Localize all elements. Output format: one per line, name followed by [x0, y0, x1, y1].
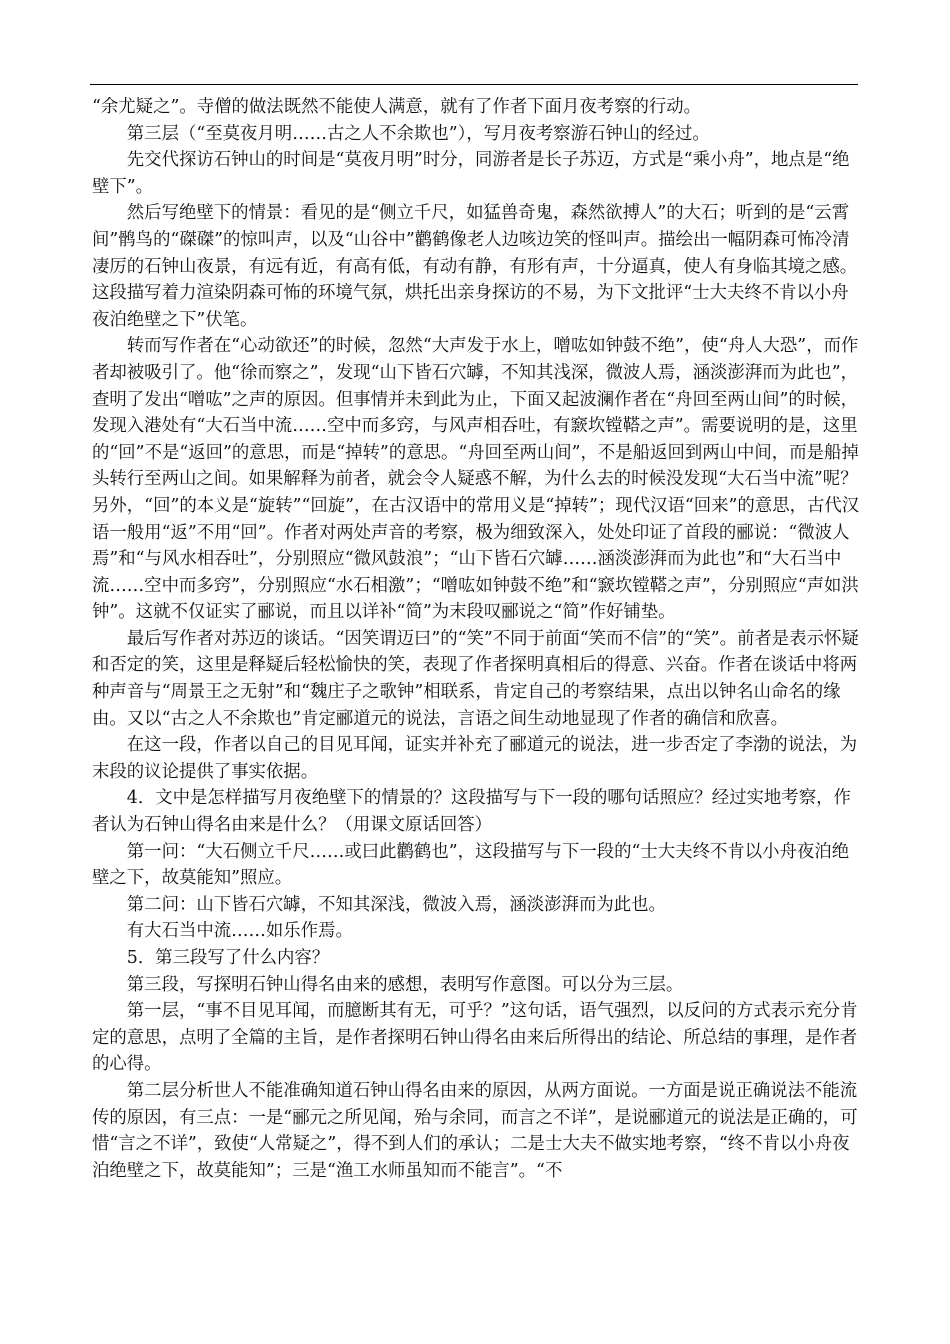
paragraph-3: 先交代探访石钟山的时间是“莫夜月明”时分，同游者是长子苏迈，方式是“乘小舟”，地点是“绝壁下”。: [92, 150, 850, 197]
paragraph-5: 转而写作者在“心动欲还”的时候，忽然“大声发于水上，噌吰如钟鼓不绝”，使“舟人大恐”，而作者却被吸引了。他“徐而察之”，发现“山下皆石穴罅，不知其浅深，微波人焉，涵淡澎湃而为此也”，查明了发出“噌吰”之声的原因。但事情并未到此为止，下面又起波澜作者在“舟回至两山间”的时候，发现入港处有“大石当中流……空中而多窍，与风声相吞吐，有窾坎镗鞳之声”。需要说明的是，这里的“回”不是“返回”的意思，而是“掉转”的意思。“舟回至两山间”，不是船返回到两山中间，而是船掉头转行至两山之间。如果解释为前者，就会令人疑惑不解，为什么去的时候没发现“大石当中流”呢？另外，“回”的本义是“旋转”“回旋”，在古汉语中的常用义是“掉转”；现代汉语“回来”的意思，古代汉语一般用“返”不用“回”。作者对两处声音的考察，极为细致深入，处处印证了首段的郦说：“微波人焉”和“与风水相吞吐”，分别照应“微风鼓浪”；“山下皆石穴罅……涵淡澎湃而为此也”和“大石当中流……空中而多窍”，分别照应“水石相激”；“噌吰如钟鼓不绝”和“窾坎镗鞳之声”，分别照应“声如洪钟”。这就不仅证实了郦说，而且以详补“简”为末段叹郦说之“简”作好铺垫。: [92, 336, 860, 623]
answer-4-part-1: 第一问：“大石侧立千尺……或曰此鹳鹤也”，这段描写与下一段的“士大夫终不肯以小舟夜泊绝壁之下，故莫能知”照应。: [92, 841, 850, 889]
paragraph-6: 最后写作者对苏迈的谈话。“因笑谓迈曰”的“笑”不同于前面“笑而不信”的“笑”。前者是表示怀疑和否定的笑，这里是释疑后轻松愉快的笑，表现了作者探明真相后的得意、兴奋。作者在谈话中将两种声音与“周景王之无射”和“魏庄子之歌钟”相联系，肯定自己的考察结果，点出以钟名山命名的缘由。又以“古之人不余欺也”肯定郦道元的说法，言语之间生动地显现了作者的确信和欣喜。: [92, 628, 859, 729]
paragraph-4: 然后写绝壁下的情景：看见的是“侧立千尺，如猛兽奇鬼，森然欲搏人”的大石；听到的是“云霄间”鹘鸟的“磔磔”的惊叫声，以及“山谷中”鹳鹤像老人边咳边笑的怪叫声。描绘出一幅阴森可怖冷清凄厉的石钟山夜景，有远有近，有高有低，有动有静，有形有声，十分逼真，使人有身临其境之感。这段描写着力渲染阴森可怖的环境气氛，烘托出亲身探访的不易，为下文批评“士大夫终不肯以小舟夜泊绝壁之下”伏笔。: [92, 203, 858, 330]
answer-5-layer-1: 第一层，“事不目见耳闻，而臆断其有无，可乎？”这句话，语气强烈，以反问的方式表示充分肯定的意思，点明了全篇的主旨，是作者探明石钟山得名由来后所得出的结论、所总结的事理，是作者的心得。: [92, 1001, 858, 1075]
paragraph-1: “余尤疑之”。寺僧的做法既然不能使人满意，就有了作者下面月夜考察的行动。: [92, 97, 702, 117]
answer-4-part-3: 有大石当中流……如乐作焉。: [92, 921, 353, 942]
answer-5-intro: 第三段，写探明石钟山得名由来的感想，表明写作意图。可以分为三层。: [92, 974, 684, 995]
question-4: 4．文中是怎样描写月夜绝壁下的情景的？这段描写与下一段的哪句话照应？经过实地考察，作者认为石钟山得名由来是什么？（用课文原话回答）: [92, 788, 851, 836]
paragraph-2: 第三层（“至莫夜月明……古之人不余欺也”），写月夜考察游石钟山的经过。: [92, 123, 710, 144]
answer-4-part-2: 第二问：山下皆石穴罅，不知其深浅，微波入焉，涵淡澎湃而为此也。: [92, 894, 666, 915]
answer-5-layer-2: 第二层分析世人不能准确知道石钟山得名由来的原因，从两方面说。一方面是说正确说法不能流传的原因，有三点：一是“郦元之所见闻，殆与余同，而言之不详”，是说郦道元的说法是正确的，可惜“言之不详”，致使“人常疑之”，得不到人们的承认；二是士大夫不做实地考察，“终不肯以小舟夜泊绝壁之下，故莫能知”；三是“渔工水师虽知而不能言”。“不: [92, 1080, 858, 1181]
body-text: [92, 94, 862, 1184]
question-5: 5．第三段写了什么内容？: [92, 948, 330, 968]
paragraph-7: 在这一段，作者以自己的目见耳闻，证实并补充了郦道元的说法，进一步否定了李渤的说法，为末段的议论提供了事实依据。: [92, 735, 858, 782]
header-rule: [90, 84, 858, 85]
